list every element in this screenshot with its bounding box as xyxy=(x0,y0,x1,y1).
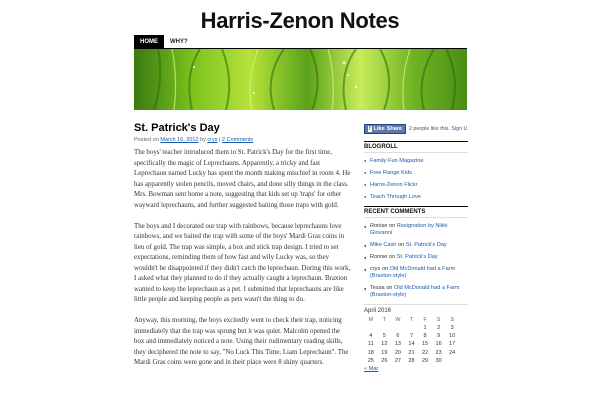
comment-on: on xyxy=(388,223,396,229)
calendar-day-cell: 7 xyxy=(409,333,413,340)
blogroll-link[interactable]: ● Teach Through Love xyxy=(364,194,468,200)
nav-home[interactable]: HOME xyxy=(134,35,164,48)
blogroll-link[interactable]: ● Family Fun Magazine xyxy=(364,158,468,164)
calendar-prev-month-link[interactable]: « Mar xyxy=(364,365,379,372)
calendar-day-cell: 28 xyxy=(408,357,415,364)
post-paragraph: Anyway, this morning, the boys excitedly went to check their trap, noticing immediately that the trap was sprung but it was quiet. Malcolm opened the box and immediately noticed a note. Using their rudimentary reading skills, they deciphered the note to say, "No Luck This Time. Liam Leprechaun". The Mardi Gras coins were gone and in their place were 8 shiny quarters. xyxy=(134,317,349,366)
meta-prefix: Posted on xyxy=(134,137,159,143)
calendar-day-cell: 2 xyxy=(437,325,441,332)
recent-comments-title: RECENT COMMENTS xyxy=(364,206,468,218)
facebook-like-widget xyxy=(364,122,468,135)
post-meta xyxy=(134,137,352,143)
blogroll-link[interactable]: ● Harris-Zenon Flickr xyxy=(364,182,468,188)
blogroll-list xyxy=(364,158,468,200)
comment-author: crys xyxy=(370,266,381,272)
calendar-day-cell: 14 xyxy=(408,341,415,348)
post-paragraph: The boys and I decorated our trap with rainbows, because leprechauns love rainbows, and we baited the trap with some of the boys' Mardi Gras coins in lieu of gold. The trap was simple, a box and stick trap design. I tried to set expectations, reminding them of how fast and wily Lucky was, so they wouldn't be disappointed if they didn't catch the leprechaun. During this work, I asked what they planned to do if they actually caught a leprechaun. Braxton wanted to keep the leprechaun as a pet. I submitted that leprechauns are like little people and keeping people as pets wasn't the thing to do. xyxy=(134,222,351,303)
calendar-day-cell: 10 xyxy=(449,333,456,340)
calendar-day-cell xyxy=(405,324,419,332)
calendar-day-header: S xyxy=(450,317,455,323)
calendar-day-cell xyxy=(378,324,392,332)
post-author-link[interactable]: crys xyxy=(207,137,218,143)
calendar-day-cell: 4 xyxy=(369,333,373,340)
calendar-day-cell: 13 xyxy=(394,341,401,348)
site-title[interactable]: Harris-Zenon Notes xyxy=(200,8,400,33)
calendar-week-row xyxy=(364,324,459,332)
meta-by: by xyxy=(200,137,206,143)
recent-comment-item xyxy=(364,254,468,261)
fb-share-label: Share xyxy=(386,125,402,132)
calendar-day-cell xyxy=(445,357,459,365)
post-title[interactable]: St. Patrick's Day xyxy=(134,122,220,134)
calendar-day-cell: 6 xyxy=(396,333,400,340)
calendar-day-cell: 23 xyxy=(435,349,442,356)
calendar-day-cell: 9 xyxy=(437,333,441,340)
facebook-icon: f xyxy=(369,125,371,132)
calendar-day-cell: 22 xyxy=(421,349,429,356)
calendar-day-cell: 3 xyxy=(450,325,454,332)
calendar-week-row xyxy=(364,340,459,348)
comment-author: Ronise xyxy=(370,254,388,260)
calendar-week-row xyxy=(364,332,459,340)
calendar-day-cell: 15 xyxy=(421,341,429,348)
recent-comments-list xyxy=(364,223,468,299)
calendar-day-cell: 25 xyxy=(367,357,374,364)
recent-comment-item xyxy=(364,223,468,237)
comment-post-link[interactable]: Old McDonald had a Farm (Braxton-style) xyxy=(370,266,456,279)
calendar-day-cell: 5 xyxy=(382,333,386,340)
fb-signup-link[interactable]: Sign U xyxy=(451,125,468,132)
recent-comment-item xyxy=(364,242,468,249)
calendar-day-header: T xyxy=(409,317,414,323)
calendar-day-cell: 16 xyxy=(435,341,442,348)
fb-count-text: 2 people like this. xyxy=(408,125,450,132)
calendar-day-cell: 21 xyxy=(408,349,415,356)
blogroll-title: BLOGROLL xyxy=(364,141,468,153)
meta-separator: | xyxy=(219,137,221,143)
calendar-week-row xyxy=(364,357,459,365)
calendar-day-cell: 12 xyxy=(381,341,388,348)
recent-comment-item xyxy=(364,266,468,280)
comment-on: on xyxy=(381,266,389,272)
main-content xyxy=(134,122,352,379)
calendar-day-cell: 1 xyxy=(423,325,427,332)
post-paragraph: The boys' teacher introduced them to St. Patrick's Day for the first time, specifically the magic of Leprechauns. Apparently, a tricky and fast Leprechaun named Lucky has spent the month making mischief in room 4. He has apparently stolen pencils, moved chairs, and done silly things in the class. Mrs. Bowman sent home a note, suggesting that kids set up 'traps' for other wayward leprechauns, and further suggested baiting those traps with gold. xyxy=(134,149,351,209)
calendar-widget xyxy=(364,304,468,372)
calendar-day-cell xyxy=(391,324,405,332)
comment-author: Tessa xyxy=(370,285,385,291)
calendar-week-row xyxy=(364,349,459,357)
comment-post-link[interactable]: Old McDonald had a Farm (Braxton-style) xyxy=(370,285,460,298)
calendar-day-header: F xyxy=(423,317,427,323)
comment-author-link[interactable]: Mike Cash xyxy=(370,242,397,248)
comment-on: on xyxy=(386,285,393,291)
calendar-day-cell: 27 xyxy=(394,357,401,364)
calendar-table xyxy=(364,316,459,365)
main-nav xyxy=(134,35,467,49)
calendar-day-header: M xyxy=(368,317,374,323)
comment-post-link[interactable]: St. Patrick's Day xyxy=(405,242,447,248)
calendar-day-cell: 20 xyxy=(394,349,401,356)
sidebar xyxy=(364,122,468,372)
calendar-day-header: T xyxy=(382,317,387,323)
fb-like-button[interactable] xyxy=(364,124,406,134)
calendar-day-cell xyxy=(364,324,378,332)
calendar-day-cell: 24 xyxy=(449,349,456,356)
comment-post-link[interactable]: St. Patrick's Day xyxy=(396,254,438,260)
comment-author: Ronise xyxy=(370,223,388,229)
fb-like-label: Like xyxy=(373,125,385,132)
header-banner-image xyxy=(134,49,467,110)
calendar-caption: April 2016 xyxy=(364,308,392,314)
post-date-link[interactable]: March 16, 2012 xyxy=(160,137,199,143)
comment-on: on xyxy=(398,242,405,248)
calendar-day-header: S xyxy=(436,317,441,323)
comment-post-link[interactable]: Resignation by Nikki Giovanni xyxy=(370,223,448,236)
calendar-day-cell: 11 xyxy=(367,341,374,348)
blogroll-link[interactable]: ● Free Range Kids xyxy=(364,170,468,176)
post-comments-link[interactable]: 2 Comments xyxy=(222,137,254,143)
calendar-day-cell: 19 xyxy=(381,349,388,356)
calendar-day-cell: 18 xyxy=(367,349,374,356)
calendar-day-cell: 17 xyxy=(449,341,456,348)
nav-why[interactable]: WHY? xyxy=(170,39,188,45)
calendar-day-cell: 8 xyxy=(423,333,427,340)
recent-comment-item xyxy=(364,285,468,299)
calendar-day-header: W xyxy=(395,317,401,323)
grass-illustration xyxy=(134,49,467,110)
calendar-day-cell: 29 xyxy=(421,357,429,364)
calendar-day-cell: 26 xyxy=(381,357,388,364)
fb-like-count xyxy=(409,126,467,132)
calendar-day-cell: 30 xyxy=(435,357,442,364)
comment-on: on xyxy=(388,254,396,260)
post-body xyxy=(134,148,352,369)
